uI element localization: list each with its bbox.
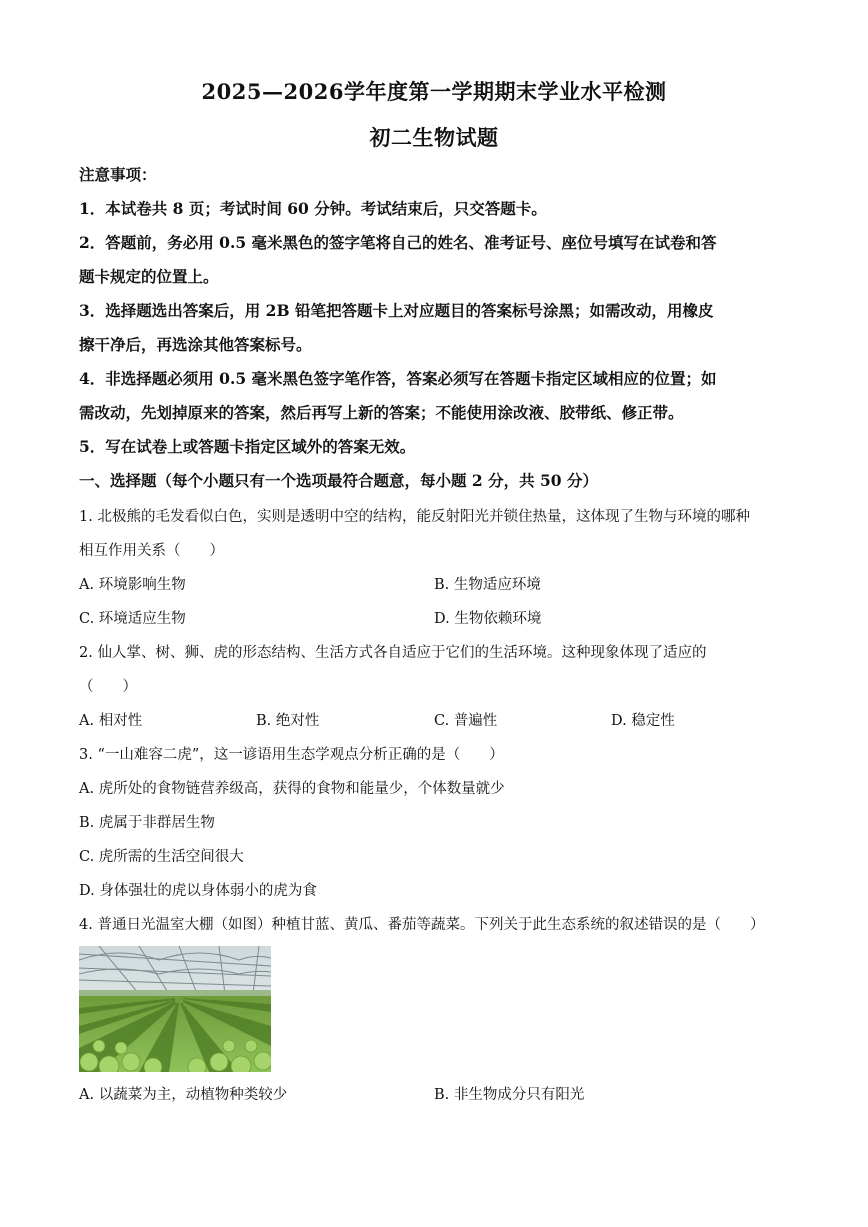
greenhouse-illustration — [79, 946, 271, 1072]
notice-line: 1．本试卷共 8 页；考试时间 60 分钟。考试结束后，只交答题卡。 — [79, 199, 547, 218]
question-2-stem: 2. 仙人掌、树、狮、虎的形态结构、生活方式各自适应于它们的生活环境。这种现象体现了适应的 — [79, 645, 707, 661]
q3-option-b: B. 虎属于非群居生物 — [79, 815, 215, 831]
q4-option-a: A. 以蔬菜为主，动植物种类较少 — [79, 1087, 288, 1103]
question-3-stem: 3. “一山难容二虎”，这一谚语用生态学观点分析正确的是（ ） — [79, 747, 504, 763]
q3-option-a: A. 虎所处的食物链营养级高，获得的食物和能量少，个体数量就少 — [79, 781, 505, 797]
notice-line: 题卡规定的位置上。 — [79, 267, 219, 286]
notice-line: 5．写在试卷上或答题卡指定区域外的答案无效。 — [79, 437, 416, 456]
q2-option-d: D. 稳定性 — [611, 713, 675, 729]
page-subtitle: 初二生物试题 — [369, 125, 499, 150]
q1-option-c: C. 环境适应生物 — [79, 611, 186, 627]
q1-option-b: B. 生物适应环境 — [434, 577, 541, 593]
notice-line: 擦干净后，再选涂其他答案标号。 — [79, 335, 312, 354]
notice-heading: 注意事项： — [79, 165, 157, 184]
q2-option-c: C. 普遍性 — [434, 713, 498, 729]
q4-option-b: B. 非生物成分只有阳光 — [434, 1087, 585, 1103]
question-1-stem-cont: 相互作用关系（ ） — [79, 543, 224, 559]
question-2-stem-cont: （ ） — [79, 679, 137, 695]
q2-option-a: A. 相对性 — [79, 713, 143, 729]
q3-option-d: D. 身体强壮的虎以身体弱小的虎为食 — [79, 883, 317, 899]
notice-line: 3．选择题选出答案后，用 2B 铅笔把答题卡上对应题目的答案标号涂黑；如需改动，用橡皮 — [79, 301, 714, 320]
q1-option-a: A. 环境影响生物 — [79, 577, 186, 593]
q3-option-c: C. 虎所需的生活空间很大 — [79, 849, 244, 865]
greenhouse-photo — [79, 946, 271, 1072]
q2-option-b: B. 绝对性 — [256, 713, 320, 729]
notice-line: 2．答题前，务必用 0.5 毫米黑色的签字笔将自己的姓名、准考证号、座位号填写在试卷和答 — [79, 233, 717, 252]
section-heading: 一、选择题（每个小题只有一个选项最符合题意，每小题 2 分，共 50 分） — [79, 471, 598, 490]
q1-option-d: D. 生物依赖环境 — [434, 611, 542, 627]
notice-line: 需改动，先划掉原来的答案，然后再写上新的答案；不能使用涂改液、胶带纸、修正带。 — [79, 403, 684, 422]
notice-line: 4．非选择题必须用 0.5 毫米黑色签字笔作答，答案必须写在答题卡指定区域相应的位置；如 — [79, 369, 717, 388]
page-title: 2025—2026学年度第一学期期末学业水平检测 — [201, 79, 667, 104]
question-4-stem: 4. 普通日光温室大棚（如图）种植甘蓝、黄瓜、番茄等蔬菜。下列关于此生态系统的叙述错误的是（ ） — [79, 917, 765, 933]
question-1-stem: 1. 北极熊的毛发看似白色，实则是透明中空的结构，能反射阳光并锁住热量，这体现了生物与环境的哪种 — [79, 509, 750, 525]
